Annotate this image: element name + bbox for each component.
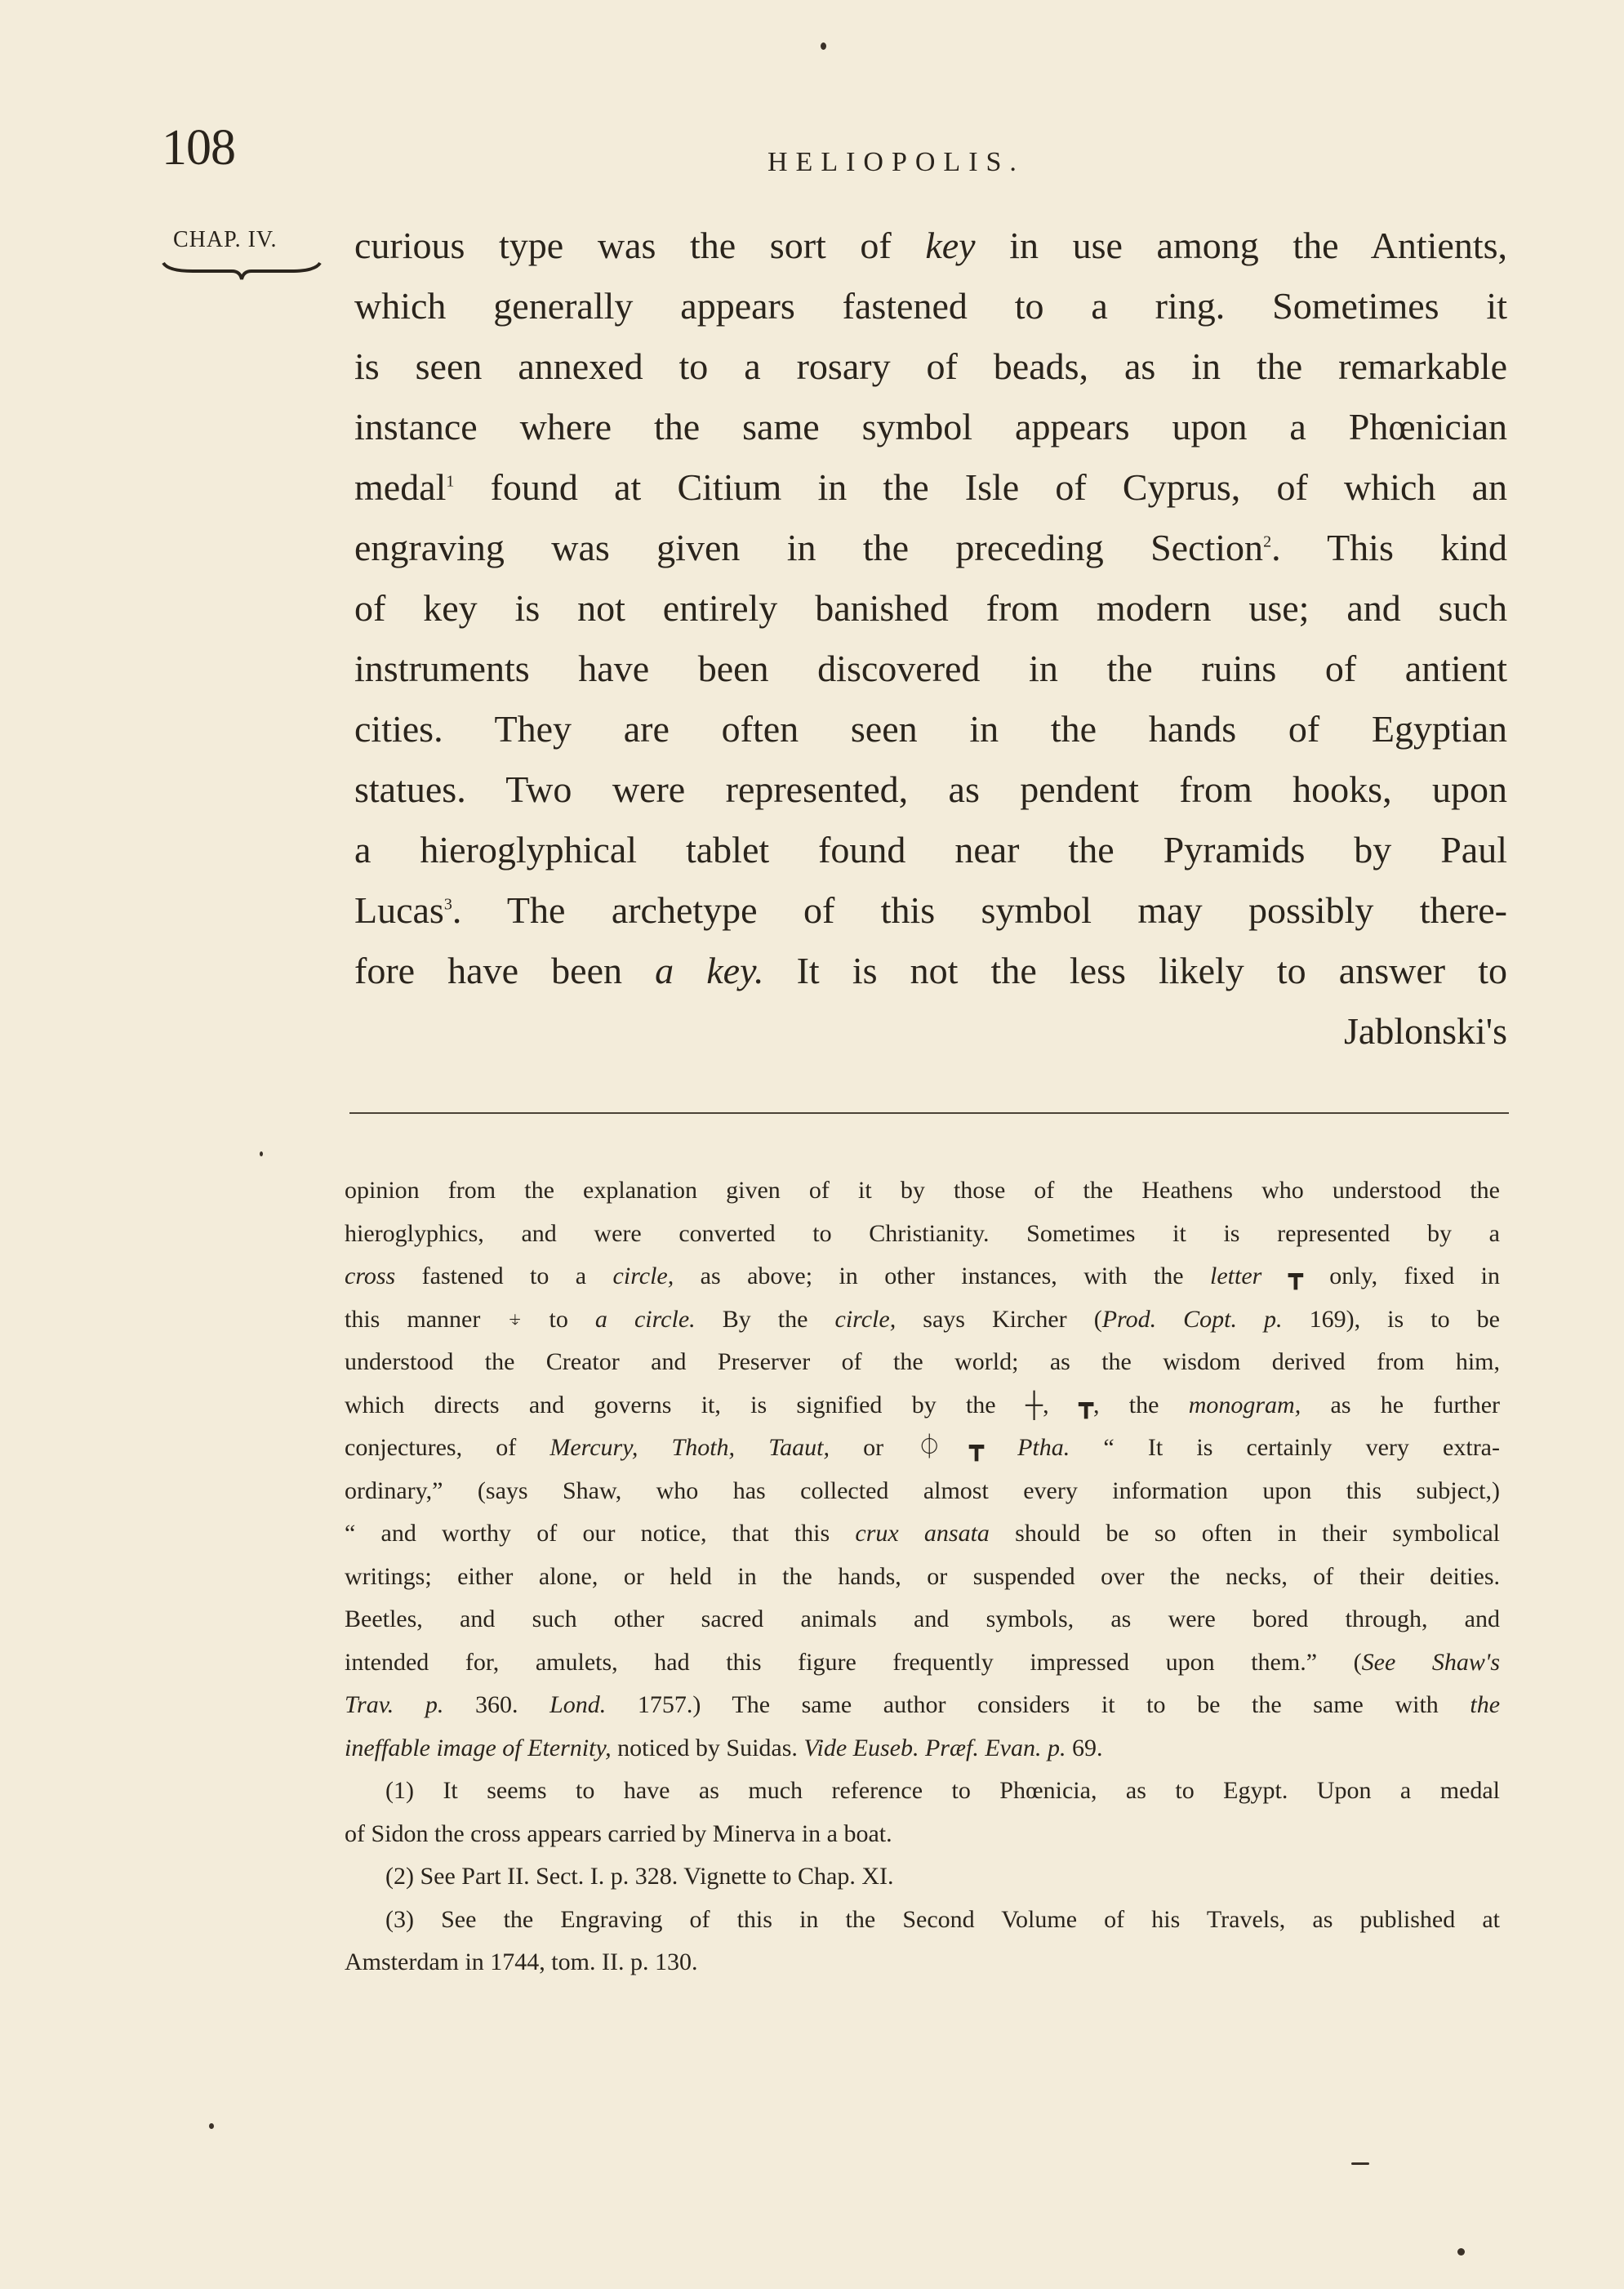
footnote-line: this manner ⍖ to a circle. By the circle, says Kircher (Prod. Copt. p. 169), is to be xyxy=(345,1305,1500,1333)
footnote-2: (2) See Part II. Sect. I. p. 328. Vignette to Chap. XI. xyxy=(385,1863,894,1890)
footnote-1-continued: of Sidon the cross appears carried by Minerva in a boat. xyxy=(345,1819,892,1847)
text-line: a hieroglyphical tablet found near the Pyramids by Paul xyxy=(354,829,1507,871)
footnote-line: Beetles, and such other sacred animals and symbols, as were bored through, and xyxy=(345,1605,1500,1632)
paper-speck xyxy=(209,2123,214,2129)
paper-speck xyxy=(1457,2248,1465,2256)
catchword: Jablonski's xyxy=(1344,1010,1507,1052)
footnote-line: ordinary,” (says Shaw, who has collected almost every information upon this subject,) xyxy=(345,1476,1500,1504)
footnote-1: (1) It seems to have as much reference to Phœnicia, as to Egypt. Upon a medal xyxy=(385,1777,1500,1804)
running-head: HELIOPOLIS. xyxy=(768,147,1025,177)
footnote-line: hieroglyphics, and were converted to Christianity. Sometimes it is represented by a xyxy=(345,1219,1500,1247)
paper-speck xyxy=(821,42,826,50)
text-line: which generally appears fastened to a ring. Sometimes it xyxy=(354,285,1507,327)
text-line: instruments have been discovered in the ruins of antient xyxy=(354,648,1507,689)
footnote-line: Trav. p. 360. Lond. 1757.) The same author considers it to be the same with the xyxy=(345,1691,1501,1718)
footnote-line: intended for, amulets, had this figure frequently impressed upon them.” (See Shaw's xyxy=(345,1648,1500,1676)
footnote-3: (3) See the Engraving of this in the Second Volume of his Travels, as published at xyxy=(385,1905,1500,1933)
main-text xyxy=(354,216,1507,1062)
footnote-ref: 2 xyxy=(1263,532,1272,551)
footnote-line: cross fastened to a circle, as above; in other instances, with the letter ┳ only, fixed in xyxy=(345,1263,1500,1289)
footnote-line: opinion from the explanation given of it by those of the Heathens who understood the xyxy=(345,1177,1500,1204)
text-line: instance where the same symbol appears upon a Phœnician xyxy=(354,406,1507,448)
text-line: is seen annexed to a rosary of beads, as in the remarkable xyxy=(354,345,1507,387)
footnote-ref: 1 xyxy=(446,472,455,491)
footnote-line: “ and worthy of our notice, that this crux ansata should be so often in their symbolical xyxy=(345,1520,1500,1547)
footnote-divider xyxy=(349,1112,1509,1114)
paper-speck xyxy=(260,1151,263,1156)
footnote-line: understood the Creator and Preserver of the world; as the wisdom derived from him, xyxy=(345,1348,1500,1375)
text-line: engraving was given in the preceding Section$^2$. This kind xyxy=(354,527,1507,568)
chapter-label: CHAP. IV. xyxy=(173,227,278,252)
footnote-line: which directs and governs it, is signified by the ┼, ┳, the monogram, as he further xyxy=(345,1391,1500,1418)
paper-speck xyxy=(1351,2162,1369,2165)
chapter-brace-icon xyxy=(160,260,323,283)
footnote-line: writings; either alone, or held in the hands, or suspended over the necks, of their deities. xyxy=(345,1562,1500,1590)
footnote-ref: 3 xyxy=(443,895,452,914)
text-line: medal$^1$ found at Citium in the Isle of Cyprus, of which an xyxy=(354,466,1507,508)
page-number: 108 xyxy=(162,120,235,176)
footnotes xyxy=(345,1169,1500,1984)
text-line: statues. Two were represented, as pendent from hooks, upon xyxy=(354,768,1507,810)
footnote-line: conjectures, of Mercury, Thoth, Taaut, or ⏀┳ Ptha. “ It is certainly very extra- xyxy=(345,1434,1500,1461)
text-line: fore have been a key. It is not the less likely to answer to xyxy=(354,950,1507,991)
text-line: of key is not entirely banished from modern use; and such xyxy=(354,587,1507,629)
footnote-line: ineffable image of Eternity, noticed by Suidas. Vide Euseb. Præf. Evan. p. 69. xyxy=(345,1734,1103,1761)
text-line: cities. They are often seen in the hands of Egyptian xyxy=(354,708,1507,750)
text-line: Lucas$^3$. The archetype of this symbol may possibly there- xyxy=(354,889,1507,931)
footnote-3-continued: Amsterdam in 1744, tom. II. p. 130. xyxy=(345,1948,698,1975)
text-line: curious type was the sort of key in use among the Antients, xyxy=(354,225,1507,266)
